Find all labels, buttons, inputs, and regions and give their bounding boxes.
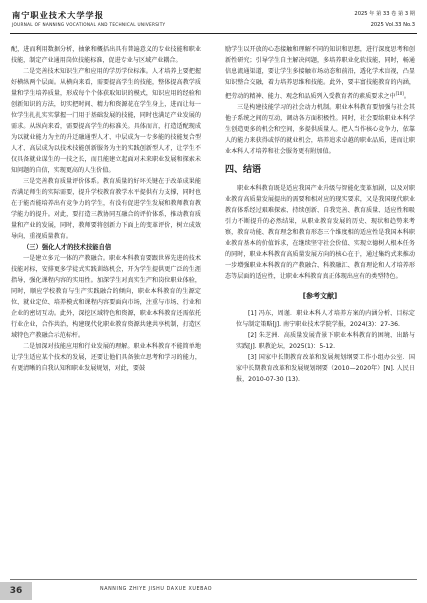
paragraph: 三是构建技能学习的社会动力机制。职业本科教育要加强与社会其他子系统之间的互动，调动各方面积极性。同时，社会要给职业本科学生创造更多的机会和空间，多提供质量人。把人当作核心竞争力，依靠人的能力来获得或俘的就业机会，培养追求卓越的职业品质，进而让职业本科人才培养和社会服务更有附加值。 [225, 104, 415, 156]
paragraph-end: 。 [403, 93, 410, 101]
left-column [11, 44, 201, 374]
reference-item: [2] 朱芝洲．高质量发展背景下职业本科教育的困境、出路与实践[J]. 职教论坛，2025(1)：5-12. [236, 332, 415, 351]
reference-item: [1] 冯东，周谨．职业本科人才培养方案的内涵分析、目标定位与制定策略[J]. 南宁职业技术学院学报，2024(3)：27-36. [236, 310, 415, 329]
references-heading: [参考文献] [302, 292, 338, 301]
paragraph: 三是完善教育质量评价体系。教育质量的好坏关键在于改革成果能否满足师生的实际需要，提升学校教育教学水平提供有力支撑，同时也在于能否能培养出有竞争力的学生，有没有促进学生发展和教师教育教学能力的提升。对此，要打造三教协同互融合的评价体系，推动教育质量和产业的发展，同时，教师要将创新力下面上的变革评价，树立成效导向，重视质量教育。 [11, 178, 201, 240]
footer-rule [10, 579, 417, 580]
volume-info: 2025 Vol.33 No.3 [370, 22, 415, 28]
paragraph: 二是完善技术知识生产和应用的学历学位标准。人才培养上要把握好横纵两个层面。从横向来看，需要提高学生的技能，整体提高教学质量和学生培养质量，形成每个个体获取知识的模式，知识应用的经验和创新知识的方法，切实把时间、精力和资源花在学生身上，进而让每一位学生扎扎实实掌握一门用于基础发展的技能，同时也满足产业发展的需求。从纵向来看，需要提高学生的标准关。具体而言，打造适配现成为以就业能力为主的升迁融通型人才、中层成为一专多能的技能复合型人才、高层成为以技术技能创新服务为主的实践创新型人才，让学生不仅具备就业谋生的一技之长，而且能建立起面对未来职业发展和探索未知问题的自信，实现更高的人生价值。 [11, 68, 201, 174]
subsection-heading: （三）强化人才的技术技能自信 [23, 244, 112, 251]
page-number: 36 [0, 582, 32, 600]
citation-ref: [10] [395, 91, 404, 96]
journal-pinyin: NANNING ZHIYE JISHU DAXUE XUEBAO [100, 587, 213, 592]
paragraph: 二是加深对技能应用和行业发展的理解。职业本科教育不能简单地让学生适应某个技术的发展，还要让他们具备独立思考和学习的能力，有更清晰的自我认知和职业发展规划，对此，要鼓 [11, 343, 201, 372]
paragraph: 配，进而利用数据分析，抽象和概括出具有普遍意义的专业技能和职业技能，制定产业通用岗位技能标准，促进专业与区域产业耦合。 [11, 46, 201, 64]
page-footer [0, 575, 427, 603]
journal-header [10, 8, 417, 36]
right-column [225, 44, 415, 385]
section-title: 四、结语 [225, 165, 262, 176]
paragraph-text: 励学生以开放的心态接触和理解不同的知识和思想，进行深度思考和创新性研究；引导学生自主解决问题，多培养职业化软技能，同时，畅通信息流通渠道，要让学生多接触市场动态和前沿，透化学术盲视，凸显知识整合交融，着力培养思维和技能。此外，要丰富技能教育的内涵，把劳动的精神、能力、观念和品质列入受教育者的素质要求之中 [225, 46, 415, 101]
issue-info: 2025 年 第 33 卷 第 3 期 [354, 11, 415, 17]
reference-item: [3] 国家中长期教育改革和发展规划纲要工作小组办公室．国家中长期教育改革和发展规划纲要（2010—2020年）[N]. 人民日报，2010-07-30 (13). [236, 354, 415, 384]
paragraph [225, 44, 415, 102]
paragraph: 职业本科教育既是适应我国产业升级与智能化变革加剧，以及对职业教育高质量发展提出的需要和相对应的现实要求，又是我国现代职业教育体系经过艰难探索、持续创新、自我完善、教育质量、适应性和吸引力不断提升的必然结果，从职业教育发展的历史、现状和趋势来考察，教育功能、教育理念和教育形态三个维度相的适应性是我国本科职业教育基本的价值诉求，在继续坚守社会价值、实现立德树人根本任务的同时，职业本科教育高质量发展方向的核心在于，通过集约式来推动一步增强职业本科教育的产教融合、科教融汇、教育理论和人才培养形态等层面的适应性，让职业本科教育真正体现出应有的类型特色。 [225, 185, 415, 281]
paragraph: 一是建立多元一体的产教融合。职业本科教育要跟世界先进的技术技能对标，安排更多学徒式实践训练机会，开为学生提供更广泛的生涯指导，强化课程内容的实用性。加深学生对真实生产和岗位职业体验，同时，顺应学校教育与生产实践融合的倾向，职业本科教育的生源定位、就业定位、培养模式和课程内容要面向市场，注重与市场、行业和企业的密切互动。此外，深挖区域特色和资源，职业本科教育还需依托行业企业，合作共治，构建现代化职业教育资源共建共享机制，打造区域特色产教融合示范标杆。 [11, 255, 201, 339]
journal-title-en: JOURNAL OF NANNING VOCATIONAL AND TECHNICAL UNIVERSITY [12, 22, 166, 27]
header-rule [10, 33, 417, 34]
journal-title-cn: 南宁职业技术大学学报 [12, 10, 104, 20]
